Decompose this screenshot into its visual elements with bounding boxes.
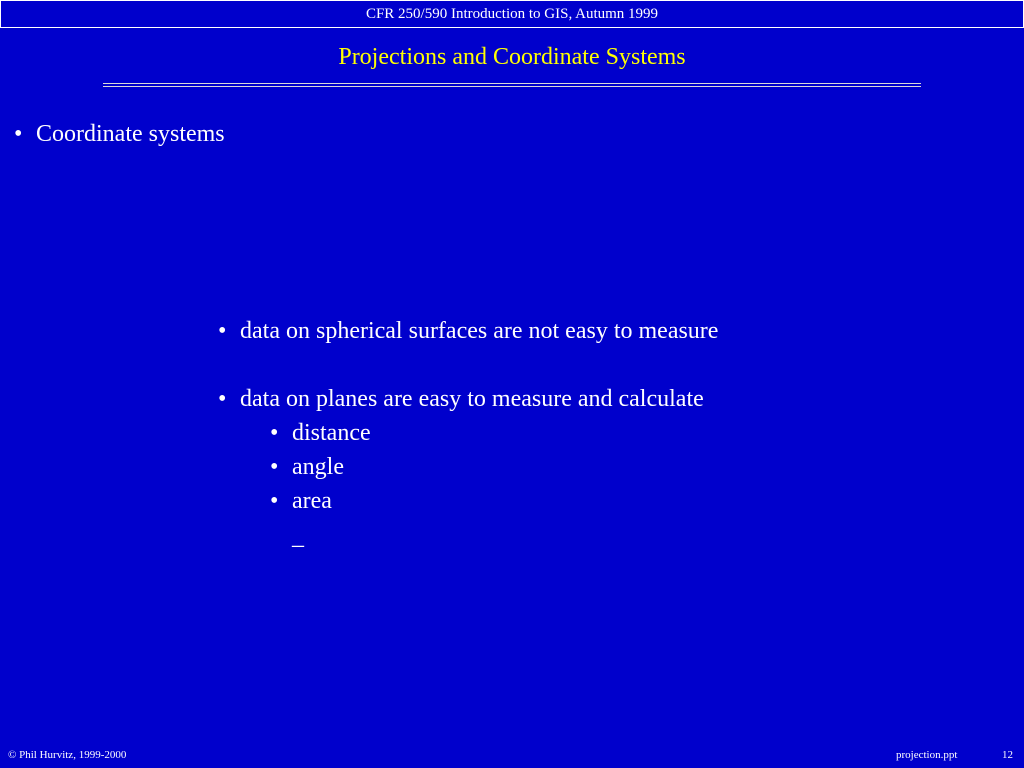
title-divider <box>103 83 921 87</box>
bullet-text: distance <box>292 420 371 446</box>
bullet-icon: • <box>270 454 279 480</box>
bullet-icon: • <box>218 318 227 344</box>
sub-bullet-dash <box>270 532 304 559</box>
footer-copyright: © Phil Hurvitz, 1999-2000 <box>8 749 127 761</box>
bullet-text: angle <box>292 454 344 480</box>
footer-page-number: 12 <box>1002 749 1013 761</box>
sub-bullet-area <box>270 488 332 515</box>
bullet-text: – <box>292 532 304 558</box>
bullet-icon: • <box>14 121 23 147</box>
bullet-text: area <box>292 488 332 514</box>
bullet-icon: • <box>270 488 279 514</box>
sub-bullet-distance <box>270 420 371 447</box>
bullet-planes <box>218 386 704 413</box>
bullet-text: Coordinate systems <box>36 121 225 147</box>
bullet-coordinate-systems <box>14 121 225 148</box>
bullet-spherical-surfaces <box>218 318 718 345</box>
sub-bullet-angle <box>270 454 344 481</box>
bullet-text: data on spherical surfaces are not easy to measure <box>240 318 719 344</box>
bullet-text: data on planes are easy to measure and calculate <box>240 386 704 412</box>
course-header <box>0 0 1024 28</box>
bullet-icon: • <box>270 420 279 446</box>
footer-filename: projection.ppt <box>896 749 958 761</box>
slide-title: Projections and Coordinate Systems <box>338 44 686 70</box>
course-title: CFR 250/590 Introduction to GIS, Autumn 1999 <box>365 5 659 22</box>
bullet-icon: • <box>218 386 227 412</box>
